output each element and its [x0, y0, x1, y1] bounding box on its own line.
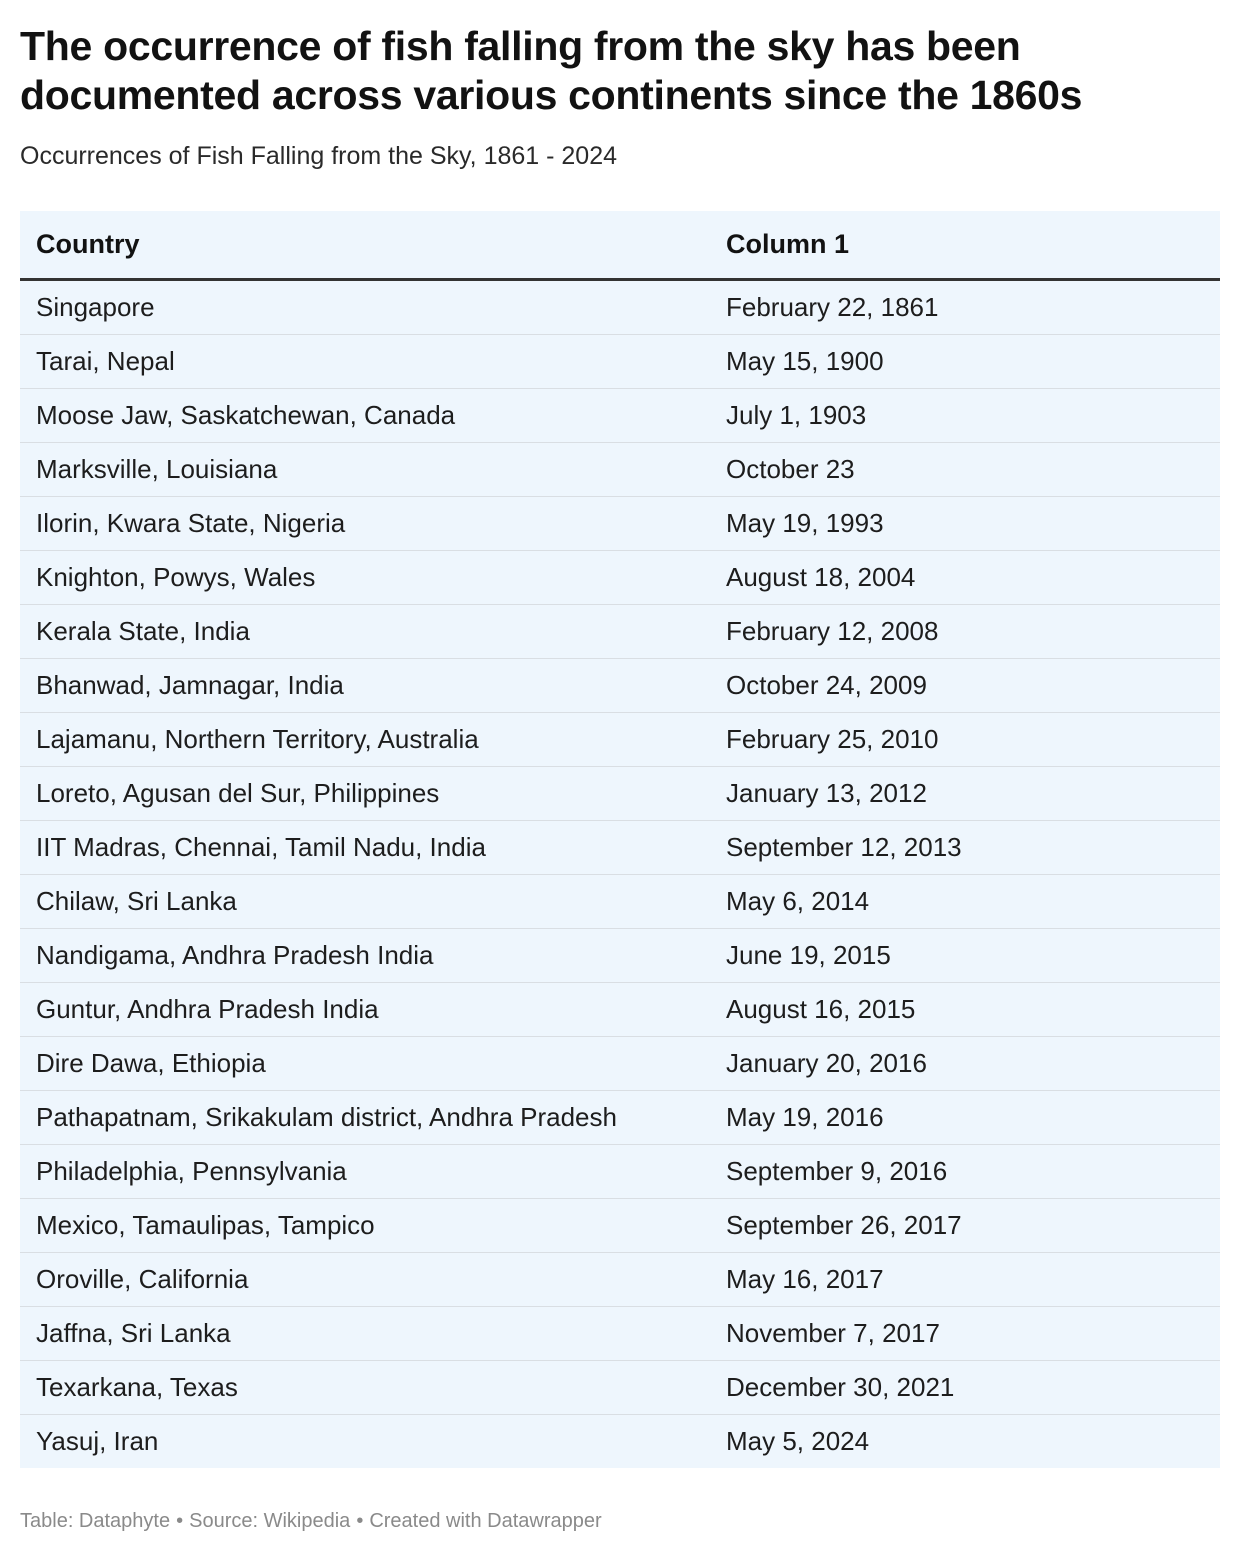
table-row	[20, 443, 1220, 497]
cell-date: June 19, 2015	[710, 929, 1220, 983]
cell-date: May 5, 2024	[726, 1426, 870, 1456]
chart-title: The occurrence of fish falling from the sky has been documented across various continents since the 1860s	[20, 23, 1083, 118]
table-row	[20, 1253, 1220, 1307]
cell-date: September 26, 2017	[710, 1199, 1220, 1253]
table-row	[20, 1145, 1220, 1199]
cell-country: Yasuj, Iran	[36, 1426, 159, 1456]
cell-date: January 13, 2012	[710, 767, 1220, 821]
cell-country: Lajamanu, Northern Territory, Australia	[20, 713, 710, 767]
cell-date: October 23	[710, 443, 1220, 497]
table-row	[20, 1415, 1220, 1469]
cell-country: Texarkana, Texas	[20, 1361, 710, 1415]
cell-country: Singapore	[20, 280, 710, 335]
cell-date: September 9, 2016	[710, 1145, 1220, 1199]
table-row	[20, 1199, 1220, 1253]
table-row	[20, 497, 1220, 551]
footer-separator: •	[176, 1510, 184, 1532]
table-row	[20, 821, 1220, 875]
cell-date: July 1, 1903	[710, 389, 1220, 443]
cell-date: August 18, 2004	[710, 551, 1220, 605]
cell-country: Loreto, Agusan del Sur, Philippines	[20, 767, 710, 821]
cell-date: February 22, 1861	[710, 280, 1220, 335]
table-row	[20, 1361, 1220, 1415]
cell-date: November 7, 2017	[710, 1307, 1220, 1361]
table-row	[20, 389, 1220, 443]
cell-date: May 6, 2014	[710, 875, 1220, 929]
source-link[interactable]: Source: Wikipedia	[189, 1510, 351, 1532]
table-row	[20, 875, 1220, 929]
cell-date: December 30, 2021	[710, 1361, 1220, 1415]
cell-country: Oroville, California	[20, 1253, 710, 1307]
chart-subtitle: Occurrences of Fish Falling from the Sky, 1861 - 2024	[20, 142, 618, 170]
table-credit: Table: Dataphyte	[20, 1510, 171, 1532]
datawrapper-link[interactable]: Created with Datawrapper	[369, 1510, 602, 1532]
table-body	[20, 280, 1220, 1469]
cell-country: Philadelphia, Pennsylvania	[20, 1145, 710, 1199]
cell-country: Knighton, Powys, Wales	[20, 551, 710, 605]
cell-date: February 12, 2008	[710, 605, 1220, 659]
table-row	[20, 335, 1220, 389]
cell-country: Guntur, Andhra Pradesh India	[20, 983, 710, 1037]
table-row	[20, 1307, 1220, 1361]
column-header-country[interactable]: Country	[20, 211, 710, 280]
table-row	[20, 1037, 1220, 1091]
cell-country: Jaffna, Sri Lanka	[20, 1307, 710, 1361]
cell-country: Marksville, Louisiana	[20, 443, 710, 497]
cell-date: August 16, 2015	[710, 983, 1220, 1037]
cell-country: Nandigama, Andhra Pradesh India	[20, 929, 710, 983]
cell-country: Bhanwad, Jamnagar, India	[20, 659, 710, 713]
cell-country: Mexico, Tamaulipas, Tampico	[20, 1199, 710, 1253]
table-row	[20, 1091, 1220, 1145]
cell-date: January 20, 2016	[710, 1037, 1220, 1091]
table-row	[20, 983, 1220, 1037]
cell-country: IIT Madras, Chennai, Tamil Nadu, India	[20, 821, 710, 875]
cell-country: Ilorin, Kwara State, Nigeria	[20, 497, 710, 551]
cell-country: Chilaw, Sri Lanka	[20, 875, 710, 929]
cell-country: Moose Jaw, Saskatchewan, Canada	[20, 389, 710, 443]
cell-date: May 15, 1900	[710, 335, 1220, 389]
cell-date: October 24, 2009	[710, 659, 1220, 713]
data-table	[20, 211, 1220, 1468]
cell-date: May 16, 2017	[710, 1253, 1220, 1307]
footer-separator: •	[356, 1510, 364, 1532]
table-row	[20, 929, 1220, 983]
cell-date: February 25, 2010	[710, 713, 1220, 767]
cell-country: Pathapatnam, Srikakulam district, Andhra Pradesh	[20, 1091, 710, 1145]
table-header-row	[20, 211, 1220, 280]
table-row	[20, 551, 1220, 605]
cell-country: Tarai, Nepal	[20, 335, 710, 389]
cell-date: September 12, 2013	[710, 821, 1220, 875]
cell-date: May 19, 1993	[710, 497, 1220, 551]
cell-country: Dire Dawa, Ethiopia	[20, 1037, 710, 1091]
table-row	[20, 713, 1220, 767]
table-row	[20, 605, 1220, 659]
table-row	[20, 767, 1220, 821]
cell-country: Kerala State, India	[20, 605, 710, 659]
chart-footer	[20, 1510, 1220, 1533]
table-row	[20, 659, 1220, 713]
column-header-column-1[interactable]: Column 1	[710, 211, 1220, 280]
table-row	[20, 280, 1220, 335]
cell-date: May 19, 2016	[710, 1091, 1220, 1145]
